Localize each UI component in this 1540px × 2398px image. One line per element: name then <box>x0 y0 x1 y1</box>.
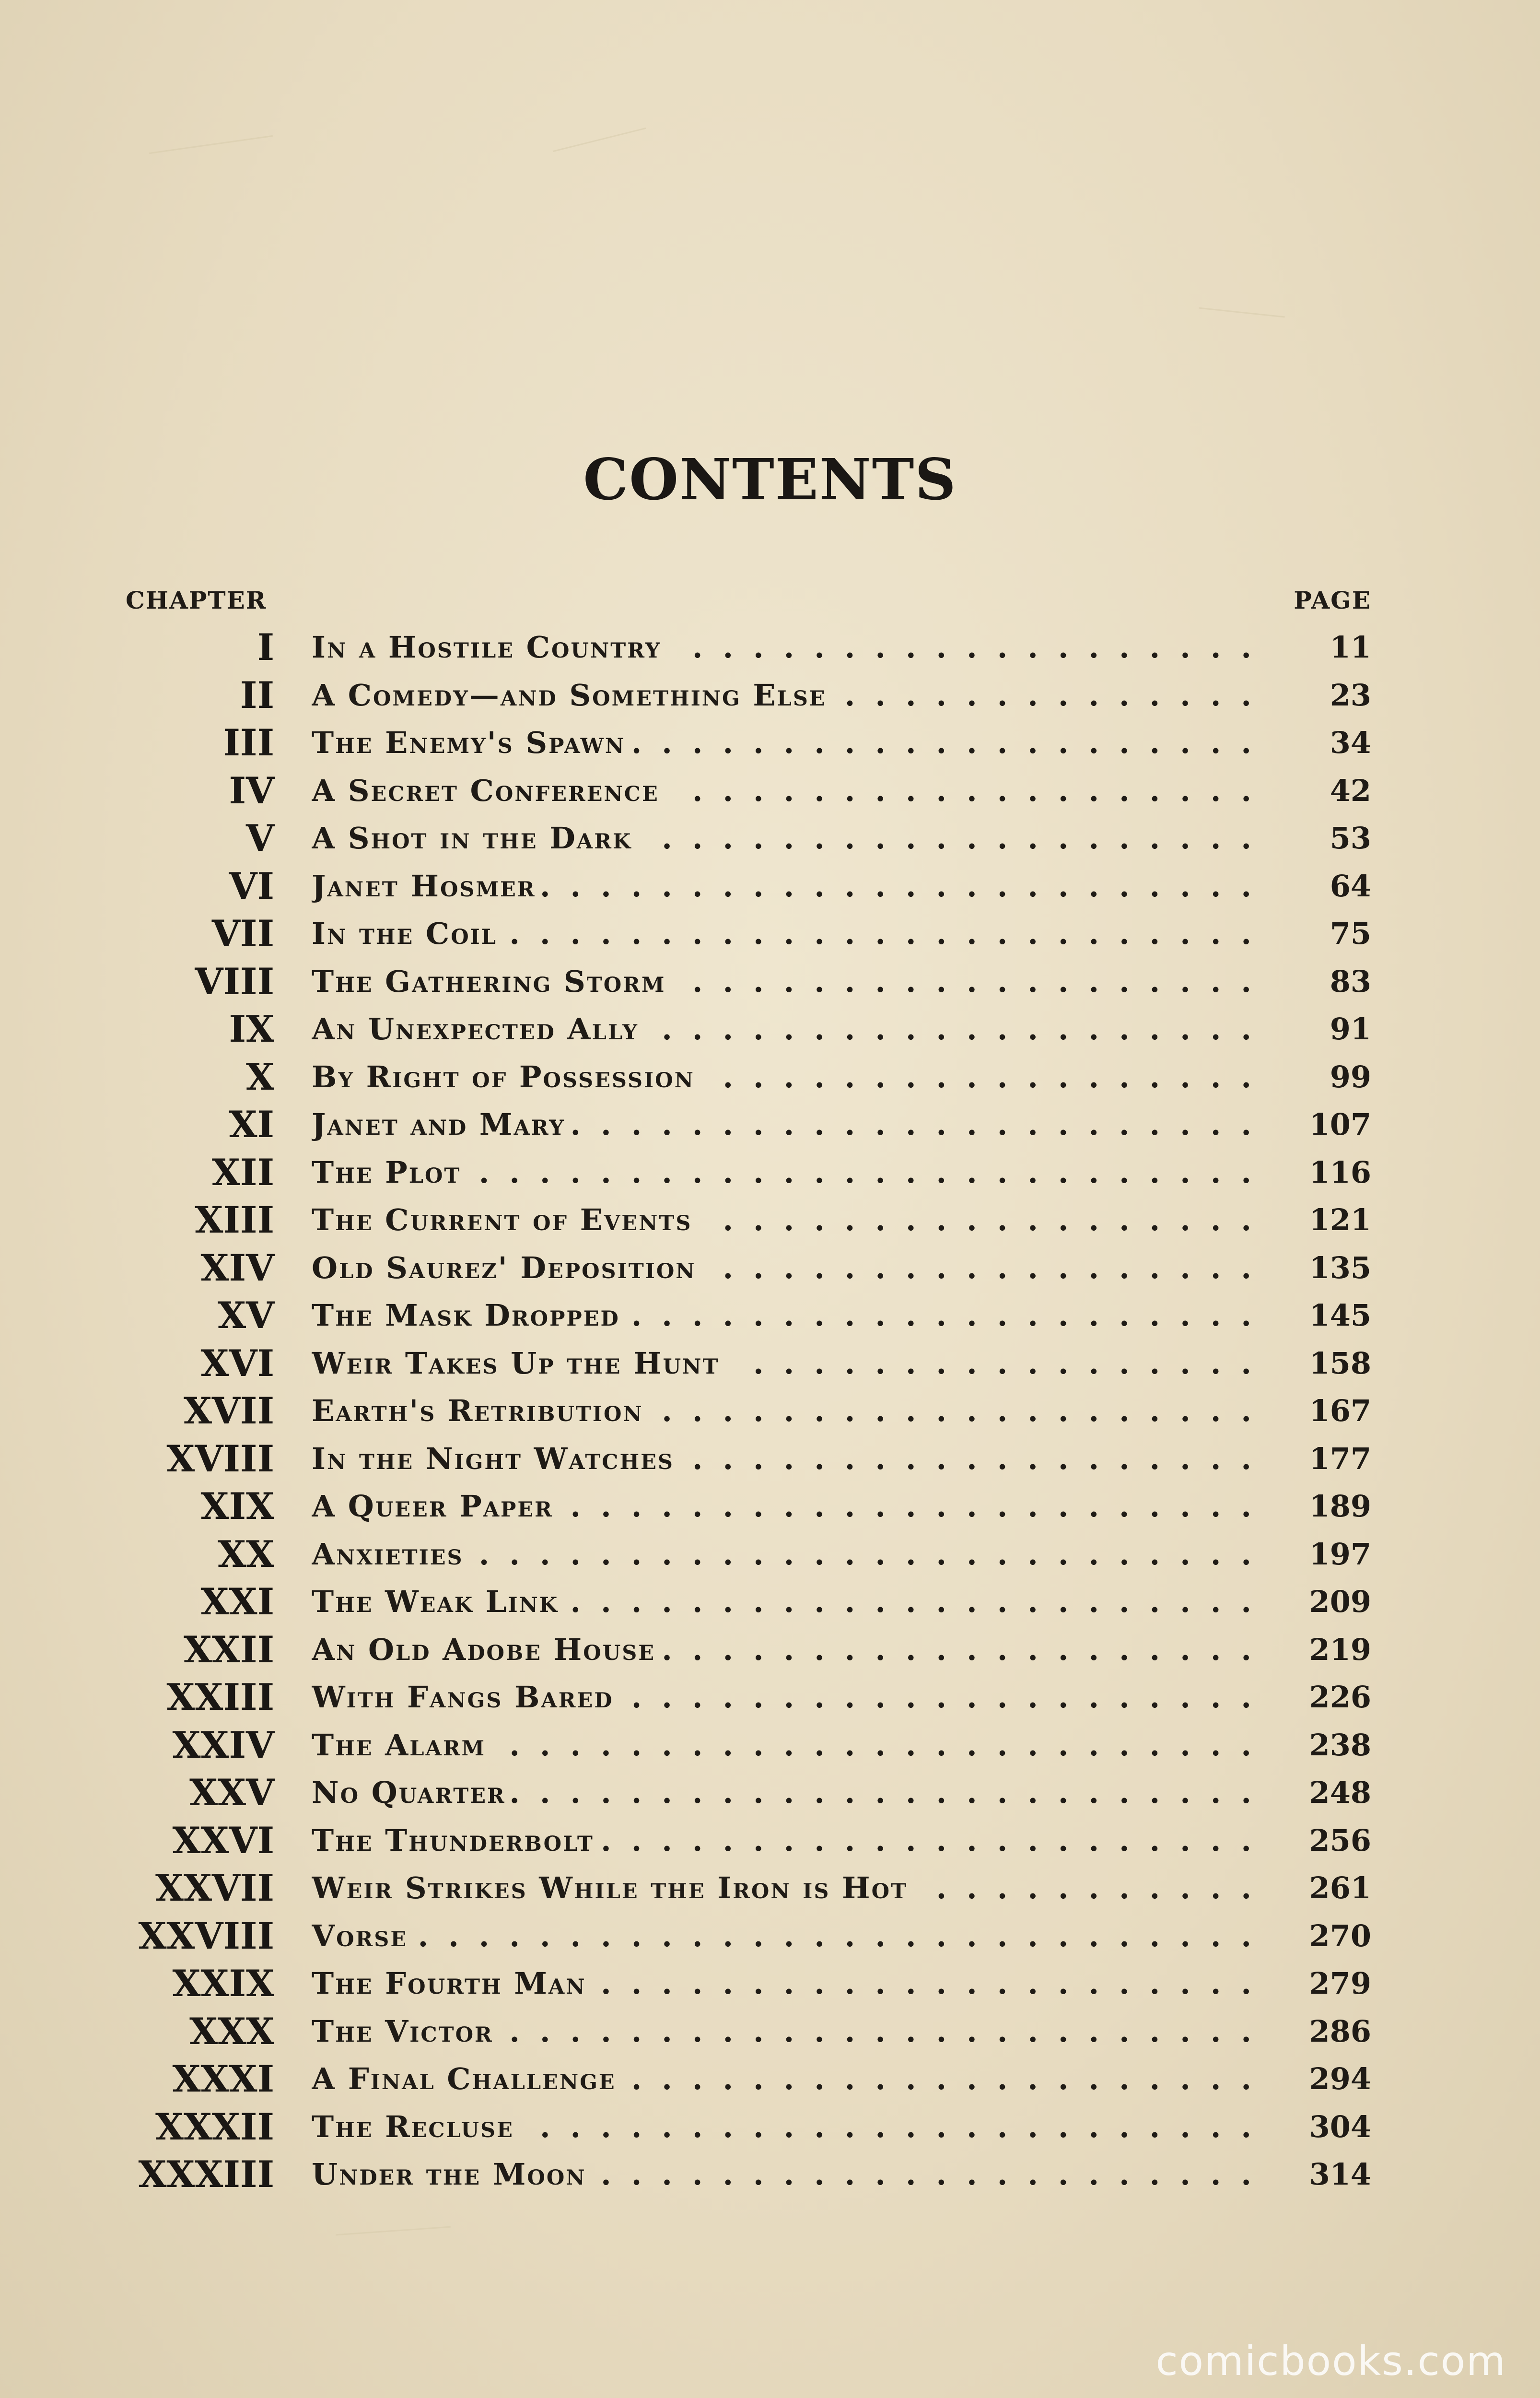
chapter-number: IX <box>229 1008 274 1050</box>
dot-leader: .................... <box>662 1632 1272 1667</box>
page-number: 42 <box>1330 773 1371 808</box>
page-number: 75 <box>1330 916 1371 951</box>
chapter-title-cell <box>312 1387 1272 1435</box>
chapter-title: The Alarm <box>312 1728 486 1763</box>
chapter-title-cell <box>312 2055 1272 2103</box>
chapter-number: XXVIII <box>138 1915 274 1957</box>
dot-leader: ...................... <box>601 1823 1272 1858</box>
chapter-title-cell <box>312 1149 1272 1197</box>
dot-leader: .......................... <box>478 1155 1272 1190</box>
chapter-number: XV <box>218 1294 274 1337</box>
chapter-title: A Queer Paper <box>312 1489 553 1524</box>
chapter-title: The Victor <box>312 2014 493 2049</box>
chapter-title-cell <box>312 1960 1272 2008</box>
chapter-number: XXX <box>189 2010 274 2053</box>
chapter-title-cell <box>312 1196 1272 1244</box>
chapter-title-cell <box>312 1626 1272 1674</box>
toc-row <box>0 1626 1540 1674</box>
chapter-title-cell <box>312 2151 1272 2198</box>
chapter-number: XIX <box>200 1485 274 1528</box>
chapter-title-cell <box>312 1817 1272 1865</box>
paper-fiber <box>553 128 646 152</box>
chapter-title-cell <box>312 719 1272 767</box>
toc-row <box>0 1387 1540 1435</box>
page-number: 53 <box>1330 821 1371 856</box>
toc-row <box>0 1817 1540 1865</box>
page-number: 209 <box>1309 1584 1371 1619</box>
chapter-title: Weir Takes Up the Hunt <box>312 1346 720 1381</box>
chapter-title-cell <box>312 2103 1272 2151</box>
chapter-title: In the Coil <box>312 916 498 951</box>
toc-row <box>0 1053 1540 1101</box>
toc-row <box>0 1196 1540 1244</box>
dot-leader: ............................ <box>418 1918 1272 1953</box>
dot-leader: .............. <box>844 678 1272 713</box>
chapter-number: XX <box>218 1533 274 1575</box>
page-number: 145 <box>1309 1298 1371 1333</box>
chapter-title-cell <box>312 767 1272 815</box>
chapter-number: XXVII <box>155 1867 274 1909</box>
dot-leader: ........................ <box>539 869 1272 904</box>
chapter-title: With Fangs Bared <box>312 1680 614 1715</box>
page-number: 34 <box>1330 725 1371 760</box>
chapter-number: XXXI <box>172 2057 274 2100</box>
page-number: 270 <box>1309 1918 1371 1953</box>
page-number: 107 <box>1309 1107 1371 1142</box>
page-number: 226 <box>1309 1680 1371 1715</box>
chapter-title: By Right of Possession <box>312 1059 695 1094</box>
toc-row <box>0 1769 1540 1817</box>
page-number: 23 <box>1330 678 1371 713</box>
page-number: 167 <box>1309 1393 1371 1428</box>
dot-leader: ................... <box>692 1441 1272 1476</box>
chapter-title: Earth's Retribution <box>312 1393 643 1428</box>
page-number: 91 <box>1330 1011 1371 1046</box>
chapter-number: III <box>223 721 274 764</box>
toc-row <box>0 2008 1540 2056</box>
toc-row <box>0 1530 1540 1578</box>
dot-leader: ......................... <box>509 1728 1272 1763</box>
page-number: 116 <box>1309 1155 1371 1190</box>
chapter-title: The Enemy's Spawn <box>312 725 626 760</box>
chapter-number: XXVI <box>172 1819 274 1862</box>
toc-row <box>0 767 1540 815</box>
dot-leader: ...................... <box>601 2157 1272 2192</box>
toc-row <box>0 1149 1540 1197</box>
chapter-title: No Quarter <box>312 1775 506 1810</box>
dot-leader: .................. <box>723 1202 1272 1237</box>
chapter-number: XII <box>211 1151 274 1194</box>
chapter-title: Janet and Mary <box>312 1107 566 1142</box>
chapter-title: Anxieties <box>312 1537 464 1572</box>
chapter-number: VII <box>211 912 274 955</box>
dot-leader: ................... <box>692 630 1272 665</box>
chapter-title-cell <box>312 1005 1272 1053</box>
chapter-title: The Mask Dropped <box>312 1298 620 1333</box>
dot-leader: ......................... <box>509 2014 1272 2049</box>
dot-leader: ....................... <box>570 1489 1272 1524</box>
chapter-number: VI <box>229 865 274 907</box>
chapter-number: VIII <box>195 960 274 1003</box>
chapter-number: XXIV <box>172 1724 274 1766</box>
chapter-title: The Fourth Man <box>312 1966 586 2001</box>
page-number: 219 <box>1309 1632 1371 1667</box>
chapter-title: The Current of Events <box>312 1202 692 1237</box>
chapter-title: The Weak Link <box>312 1584 559 1619</box>
dot-leader: .................... <box>662 1011 1272 1046</box>
toc-row <box>0 1912 1540 1960</box>
dot-leader: ................... <box>692 964 1272 999</box>
chapter-title-cell <box>312 2008 1272 2056</box>
chapter-number: XXII <box>183 1628 274 1671</box>
chapter-title: The Plot <box>312 1155 461 1190</box>
chapter-number: XXXIII <box>138 2153 274 2196</box>
chapter-number: XXIII <box>166 1676 274 1718</box>
chapter-title-cell <box>312 1292 1272 1340</box>
toc-row <box>0 2055 1540 2103</box>
page-number: 64 <box>1330 869 1371 904</box>
page-number: 158 <box>1309 1346 1371 1381</box>
dot-leader: ..................... <box>631 2061 1272 2096</box>
paper-fiber <box>149 135 273 154</box>
chapter-title-cell <box>312 1244 1272 1292</box>
page-number: 238 <box>1309 1728 1371 1763</box>
chapter-title: The Thunderbolt <box>312 1823 594 1858</box>
dot-leader: .......................... <box>478 1537 1272 1572</box>
toc-row <box>0 814 1540 862</box>
chapter-title: An Unexpected Ally <box>312 1011 639 1046</box>
chapter-title-cell <box>312 1530 1272 1578</box>
chapter-title-cell <box>312 1578 1272 1626</box>
chapter-title-cell <box>312 1435 1272 1483</box>
chapter-column-header: CHAPTER <box>126 586 267 614</box>
page-number: 304 <box>1309 2109 1371 2144</box>
dot-leader: ........................ <box>539 2109 1272 2144</box>
chapter-number: XI <box>229 1103 274 1146</box>
dot-leader: .................. <box>723 1250 1272 1285</box>
chapter-number: V <box>246 817 274 859</box>
dot-leader: .................. <box>723 1059 1272 1094</box>
chapter-number: XVII <box>183 1389 274 1432</box>
paper-fiber <box>336 2226 451 2236</box>
chapter-title-cell <box>312 623 1272 671</box>
toc-row <box>0 2103 1540 2151</box>
chapter-number: XXV <box>189 1771 274 1814</box>
chapter-number: XXXII <box>155 2105 274 2148</box>
toc-row <box>0 1721 1540 1769</box>
chapter-number: XXI <box>200 1580 274 1623</box>
chapter-title-cell <box>312 1053 1272 1101</box>
chapter-title-cell <box>312 1912 1272 1960</box>
page-number: 279 <box>1309 1966 1371 2001</box>
toc-row <box>0 1673 1540 1721</box>
chapter-title-cell <box>312 1101 1272 1149</box>
dot-leader: ......................... <box>509 1775 1272 1810</box>
page-number: 256 <box>1309 1823 1371 1858</box>
chapter-title: Janet Hosmer <box>312 869 536 904</box>
toc-row <box>0 1340 1540 1387</box>
chapter-title: A Shot in the Dark <box>312 821 632 856</box>
dot-leader: .................... <box>662 821 1272 856</box>
chapter-title-cell <box>312 671 1272 719</box>
toc-row <box>0 1482 1540 1530</box>
chapter-title-cell <box>312 958 1272 1006</box>
chapter-title-cell <box>312 1340 1272 1387</box>
toc-row <box>0 1244 1540 1292</box>
toc-row <box>0 1005 1540 1053</box>
chapter-title-cell <box>312 1769 1272 1817</box>
dot-leader: ......................... <box>509 916 1272 951</box>
page-number: 83 <box>1330 964 1371 999</box>
toc-row <box>0 623 1540 671</box>
chapter-title: The Recluse <box>312 2109 514 2144</box>
chapter-title: Vorse <box>312 1918 408 1953</box>
page-number: 11 <box>1330 630 1371 665</box>
dot-leader: ........... <box>936 1870 1272 1905</box>
chapter-title: A Secret Conference <box>312 773 659 808</box>
page-number: 286 <box>1309 2014 1371 2049</box>
toc-row <box>0 862 1540 910</box>
chapter-title-cell <box>312 910 1272 958</box>
page-number: 261 <box>1309 1870 1371 1905</box>
site-watermark: comicbooks.com <box>1155 2338 1506 2385</box>
chapter-number: XVIII <box>166 1437 274 1480</box>
chapter-title: Weir Strikes While the Iron is Hot <box>312 1870 908 1905</box>
page-column-header: PAGE <box>1294 586 1371 614</box>
dot-leader: ................... <box>692 773 1272 808</box>
chapter-title-cell <box>312 862 1272 910</box>
paper-fiber <box>1199 307 1284 318</box>
page-number: 248 <box>1309 1775 1371 1810</box>
chapter-number: X <box>246 1056 274 1098</box>
page-title: CONTENTS <box>583 446 957 513</box>
toc-row <box>0 719 1540 767</box>
toc-row <box>0 2151 1540 2198</box>
chapter-number: IV <box>229 769 274 812</box>
chapter-number: XIII <box>195 1199 274 1241</box>
page-number: 99 <box>1330 1059 1371 1094</box>
page-number: 121 <box>1309 1202 1371 1237</box>
toc-row <box>0 1960 1540 2008</box>
dot-leader: ....................... <box>570 1107 1272 1142</box>
toc-row <box>0 910 1540 958</box>
page-number: 197 <box>1309 1537 1371 1572</box>
chapter-number: XIV <box>200 1246 274 1289</box>
dot-leader: ..................... <box>631 725 1272 760</box>
chapter-title-cell <box>312 1721 1272 1769</box>
dot-leader: ...................... <box>601 1966 1272 2001</box>
dot-leader: ................. <box>753 1346 1272 1381</box>
chapter-title: In a Hostile Country <box>312 630 662 665</box>
chapter-number: XVI <box>200 1342 274 1385</box>
page-number: 294 <box>1309 2061 1371 2096</box>
chapter-title-cell <box>312 1482 1272 1530</box>
dot-leader: ..................... <box>631 1680 1272 1715</box>
dot-leader: ....................... <box>570 1584 1272 1619</box>
chapter-title-cell <box>312 1864 1272 1912</box>
toc-row <box>0 1292 1540 1340</box>
page-number: 314 <box>1309 2157 1371 2192</box>
chapter-title-cell <box>312 814 1272 862</box>
chapter-title: In the Night Watches <box>312 1441 674 1476</box>
page-number: 189 <box>1309 1489 1371 1524</box>
dot-leader: .................... <box>662 1393 1272 1428</box>
chapter-title: The Gathering Storm <box>312 964 666 999</box>
toc-row <box>0 1101 1540 1149</box>
dot-leader: ..................... <box>631 1298 1272 1333</box>
toc-row <box>0 1435 1540 1483</box>
chapter-title: Under the Moon <box>312 2157 586 2192</box>
chapter-title: An Old Adobe House <box>312 1632 656 1667</box>
chapter-number: II <box>240 674 274 717</box>
toc-row <box>0 958 1540 1006</box>
chapter-title: A Final Challenge <box>312 2061 616 2096</box>
chapter-title: Old Saurez' Deposition <box>312 1250 696 1285</box>
toc-row <box>0 671 1540 719</box>
chapter-number: I <box>257 626 274 669</box>
toc-row <box>0 1864 1540 1912</box>
toc-row <box>0 1578 1540 1626</box>
chapter-title-cell <box>312 1673 1272 1721</box>
page-number: 177 <box>1309 1441 1371 1476</box>
chapter-title: A Comedy—and Something Else <box>312 678 827 713</box>
chapter-number: XXIX <box>172 1962 274 2005</box>
page-number: 135 <box>1309 1250 1371 1285</box>
